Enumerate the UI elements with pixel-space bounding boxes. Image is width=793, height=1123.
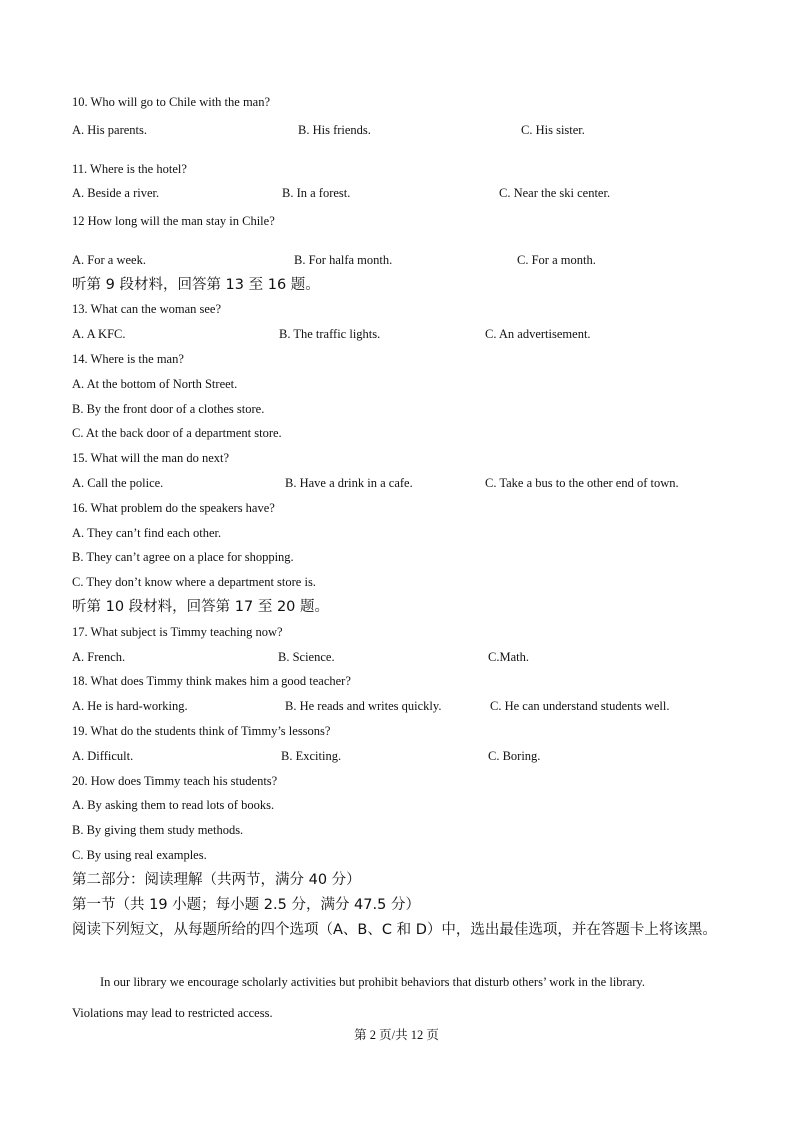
question-16-option-b: B. They can’t agree on a place for shopping. [72,550,294,564]
question-14-option-b: B. By the front door of a clothes store. [72,402,265,416]
question-19-stem: 19. What do the students think of Timmy’s lessons? [72,724,331,738]
question-16-option-a: A. They can’t find each other. [72,526,222,540]
option-c: C. Boring. [488,749,541,763]
page-number-footer: 第 2 页/共 12 页 [354,1028,439,1042]
passage-line-2: Violations may lead to restricted access. [72,1006,273,1020]
section-one-heading: 第一节（共 19 小题；每小题 2.5 分，满分 47.5 分） [72,897,420,913]
question-20-option-b: B. By giving them study methods. [72,823,244,837]
option-a: A. French. [72,650,126,664]
option-c: C. Take a bus to the other end of town. [485,476,679,490]
option-a: A. Call the police. [72,476,164,490]
option-a: A. He is hard-working. [72,699,188,713]
option-c: C. His sister. [521,123,585,137]
question-20-stem: 20. How does Timmy teach his students? [72,774,278,788]
question-16-stem: 16. What problem do the speakers have? [72,501,275,515]
option-b: B. Have a drink in a cafe. [285,476,413,490]
option-b: B. His friends. [298,123,371,137]
passage-line-1: In our library we encourage scholarly activities but prohibit behaviors that disturb others’ work in the library. [100,975,645,989]
option-a: A. His parents. [72,123,147,137]
option-a: A. For a week. [72,253,146,267]
question-20-option-a: A. By asking them to read lots of books. [72,798,275,812]
option-b: B. For halfa month. [294,253,393,267]
listening-part-9-heading: 听第 9 段材料，回答第 13 至 16 题。 [72,277,320,293]
option-b: B. Exciting. [281,749,342,763]
question-15-stem: 15. What will the man do next? [72,451,230,465]
option-c: C. An advertisement. [485,327,591,341]
option-a: A. A KFC. [72,327,126,341]
option-a: A. Beside a river. [72,186,160,200]
reading-instruction: 阅读下列短文，从每题所给的四个选项（A、B、C 和 D）中，选出最佳选项，并在答题卡上将该黑。 [72,922,717,938]
option-b: B. The traffic lights. [279,327,381,341]
listening-part-10-heading: 听第 10 段材料，回答第 17 至 20 题。 [72,599,330,615]
section-two-heading: 第二部分：阅读理解（共两节，满分 40 分） [72,872,361,888]
option-a: A. Difficult. [72,749,134,763]
option-b: B. Science. [278,650,335,664]
question-11-stem: 11. Where is the hotel? [72,162,187,176]
option-c: C.Math. [488,650,529,664]
question-10-stem: 10. Who will go to Chile with the man? [72,95,271,109]
option-c: C. Near the ski center. [499,186,611,200]
question-13-stem: 13. What can the woman see? [72,302,222,316]
option-c: C. He can understand students well. [490,699,670,713]
question-14-option-c: C. At the back door of a department store. [72,426,282,440]
question-16-option-c: C. They don’t know where a department store is. [72,575,316,589]
question-14-option-a: A. At the bottom of North Street. [72,377,238,391]
question-14-stem: 14. Where is the man? [72,352,184,366]
question-12-stem: 12 How long will the man stay in Chile? [72,214,275,228]
option-b: B. He reads and writes quickly. [285,699,442,713]
option-b: B. In a forest. [282,186,351,200]
question-18-stem: 18. What does Timmy think makes him a good teacher? [72,674,351,688]
question-17-stem: 17. What subject is Timmy teaching now? [72,625,283,639]
question-20-option-c: C. By using real examples. [72,848,207,862]
option-c: C. For a month. [517,253,596,267]
